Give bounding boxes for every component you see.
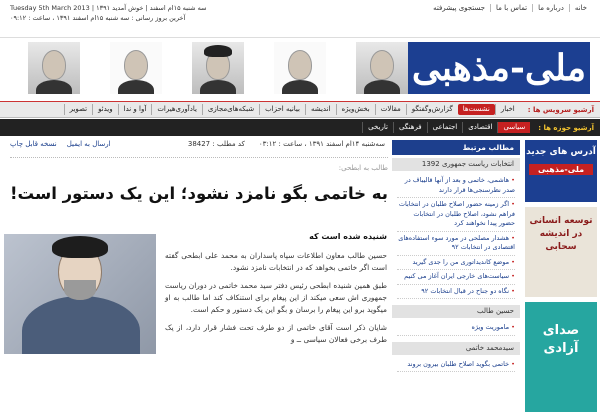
site-logo[interactable]: ملی-مذهبی: [408, 42, 590, 94]
article-header: [10, 157, 388, 203]
nav-item-images[interactable]: تصویر: [64, 104, 92, 115]
article-paragraph: حسین طالب معاون اطلاعات سپاه پاسداران به محمد علی ابطحی گفته است اگر خاتمی بخواهد که در انتخابات نامزد نشود.: [165, 251, 387, 272]
article-paragraph: شایان ذکر است آقای خاتمی از دو طرف تحت فشار قرار دارد، از یک طرف برخی فعالان سیاسی ــ و: [165, 323, 387, 344]
nav-item-reports[interactable]: گزارش‌وگفتگو: [406, 104, 458, 115]
top-nav-advanced-search[interactable]: جستجوی پیشرفته: [433, 4, 485, 12]
ads-column: [525, 140, 597, 418]
nav-item-sessions[interactable]: نشست‌ها: [458, 104, 495, 115]
domains-nav-label: آرشیو حوزه ها :: [538, 123, 594, 132]
article-kicker: طالب به ابطحی:: [338, 164, 388, 172]
article-meta: [10, 140, 385, 152]
ad-text: توسعه انسانی در اندیشه سحابی: [529, 216, 593, 252]
header-portraits: [28, 42, 408, 94]
domains-nav: [0, 119, 600, 136]
related-item[interactable]: • خاتمی بگوید اصلاح طلبان بیرون بروند: [397, 358, 515, 373]
article-title: به خاتمی بگو نامزد نشود؛ این یک دستور است!: [9, 184, 388, 203]
related-header: مطالب مرتبط: [392, 140, 520, 155]
related-author-title: حسین طالب: [392, 305, 520, 318]
keyword-list: [392, 355, 520, 376]
article-date: سه‌شنبه ۱۴ام اسفند ۱۳۹۱ ، ساعت : ۰۳:۱۲: [258, 140, 385, 148]
nav-item-reminders[interactable]: یادآوری‌هیرات: [151, 104, 202, 115]
domain-item-economic[interactable]: اقتصادی: [462, 122, 497, 133]
related-list: [392, 171, 520, 302]
article-photo: [4, 234, 156, 354]
top-nav-contact[interactable]: تماس با ما: [490, 4, 532, 12]
nav-item-video[interactable]: ویدئو: [92, 104, 118, 115]
top-nav: [428, 4, 592, 12]
services-nav: [0, 101, 600, 118]
article-subhead: شنیده شده است که: [309, 232, 387, 241]
nav-item-audio[interactable]: آوا و ندا: [118, 104, 152, 115]
nav-item-special[interactable]: بخش‌ویژه: [336, 104, 375, 115]
portrait-image: [274, 42, 326, 94]
related-item[interactable]: • اگر زمینه حضور اصلاح طلبان در انتخابات فراهم نشود، اصلاح طلبان در انتخابات حضور پیدا نخواهند کرد: [397, 198, 515, 232]
domain-item-historical[interactable]: تاریخی: [362, 122, 393, 133]
related-item[interactable]: • هاشمی، خاتمی و بعد از آنها قالیباف در صدر نظرسنجی‌ها قرار دارند: [397, 174, 515, 198]
article-code: کد مطلب : 38427: [187, 140, 245, 148]
ad-text: صدای آزادی: [542, 323, 580, 356]
portrait-image: [192, 42, 244, 94]
nav-item-articles[interactable]: مقالات: [375, 104, 406, 115]
related-item[interactable]: • نگاه دو جناح در قبال انتخابات ۹۲: [397, 285, 515, 300]
related-item[interactable]: • ماموریت ویژه: [397, 321, 515, 336]
related-section-title: انتخابات ریاست جمهوری 1392: [392, 158, 520, 171]
related-item[interactable]: • هشدار مصلحی در مورد سوء استفاده‌های اقتصادی در انتخابات ۹۲: [397, 232, 515, 256]
domain-item-social[interactable]: اجتماعی: [427, 122, 463, 133]
updated-line: آخرین بروز رسانی : سه شنبه ۱۵ام اسفند ۱۳۹۱ ، ساعت : ۰۹:۱۲: [10, 14, 186, 22]
author-list: [392, 318, 520, 339]
portrait-image: [110, 42, 162, 94]
nav-item-party-statements[interactable]: بیانیه احزاب: [259, 104, 305, 115]
portrait-image: [28, 42, 80, 94]
ad-new-addresses[interactable]: [525, 140, 597, 202]
nav-item-news[interactable]: اخبار: [495, 104, 520, 115]
date-line: Tuesday 5th March 2013 | ۱۳۹۱ سه شنبه ۱۵ام اسفند | خوش آمدید: [10, 4, 207, 12]
ad-human-development[interactable]: [525, 207, 597, 297]
nav-item-social-networks[interactable]: شبکه‌های‌مجازی: [202, 104, 259, 115]
domain-item-political[interactable]: سیاسی: [497, 122, 530, 133]
services-nav-label: آرشیو سرویس ها :: [527, 105, 594, 114]
top-nav-home[interactable]: خانه: [569, 4, 592, 12]
related-keyword-title: سیدمحمد خاتمی: [392, 342, 520, 355]
article-body: [165, 250, 387, 352]
ad-title: آدرس های جدید: [526, 147, 596, 157]
nav-item-thought[interactable]: اندیشه: [305, 104, 336, 115]
domain-item-cultural[interactable]: فرهنگی: [393, 122, 427, 133]
ad-subtitle: ملی-مذهبی: [529, 164, 593, 175]
related-sidebar: [392, 140, 520, 418]
article-paragraph: طبق همین شنیده ابطحی رئیس دفتر سید محمد خاتمی در دوران ریاست جمهوری اش سعی میکند از این پیغام برای استنکاف کند اما طالب به او میگوید برو این پیغام را برسان و بگو این یک دستور و حکم است.: [165, 281, 387, 314]
send-email-link[interactable]: ارسال به ایمیل: [66, 140, 111, 148]
print-link[interactable]: نسخه قابل چاپ: [10, 140, 57, 148]
top-nav-about[interactable]: درباره ما: [532, 4, 569, 12]
related-item[interactable]: • موضع کاندیداتوری من را جدی گیرید: [397, 256, 515, 271]
related-item[interactable]: • سیاست‌های خارجی ایران آغاز می کنیم: [397, 270, 515, 285]
portrait-image: [356, 42, 408, 94]
ad-voice-of-freedom[interactable]: [525, 302, 597, 412]
